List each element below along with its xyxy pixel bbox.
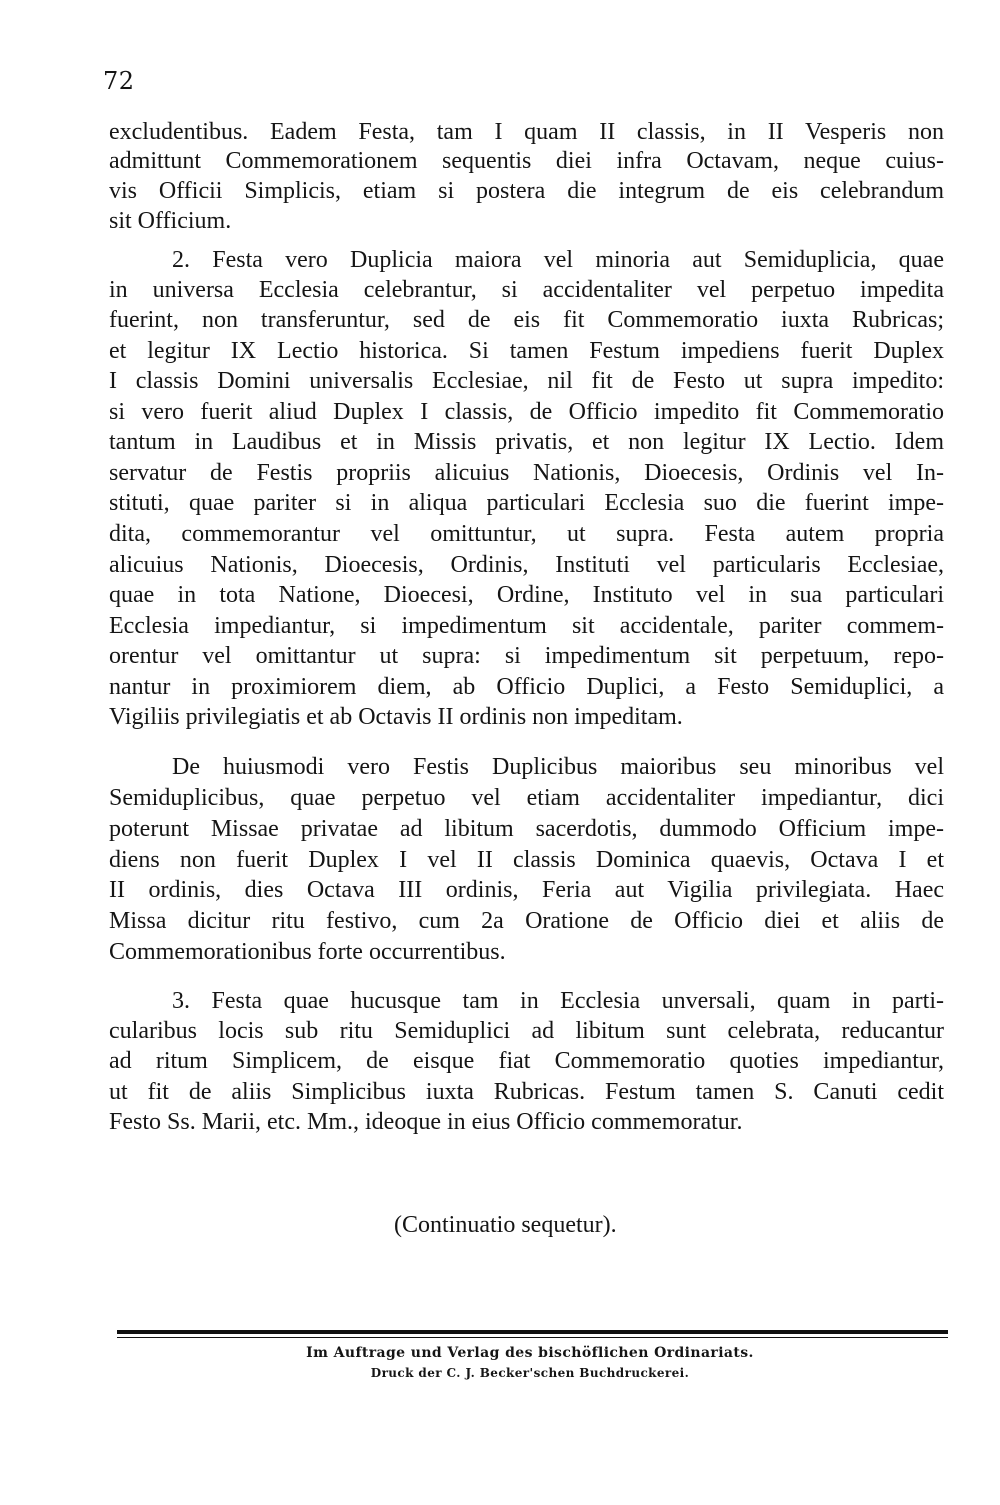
text-line: Commemorationibus forte occurrentibus. (109, 939, 506, 965)
text-line: admittunt Commemorationem sequentis diei infra Octavam, neque cuius- (109, 148, 944, 174)
text-line: 3. Festa quae hucusque tam in Ecclesia unversali, quam in parti- (172, 988, 944, 1014)
imprint-publisher: Im Auftrage und Verlag des bischöflichen Ordinariats. (306, 1345, 754, 1361)
text-line: alicuius Nationis, Dioecesis, Ordinis, Instituti vel particularis Ecclesiae, (109, 552, 944, 578)
text-line: Semiduplicibus, quae perpetuo vel etiam accidentaliter impediantur, dici (109, 785, 944, 811)
text-line: I classis Domini universalis Ecclesiae, nil fit de Festo ut supra impedito: (109, 368, 944, 394)
text-line: Ecclesia impediantur, si impedimentum sit accidentale, pariter commem- (109, 613, 944, 639)
continuation-note: (Continuatio sequetur). (394, 1212, 617, 1238)
text-line: Missa dicitur ritu festivo, cum 2a Oratione de Officio diei et aliis de (109, 908, 944, 934)
footer-rule-thick (117, 1330, 948, 1334)
text-line: in universa Ecclesia celebrantur, si accidentaliter vel perpetuo impedita (109, 277, 944, 303)
text-line: stituti, quae pariter si in aliqua particulari Ecclesia suo die fuerint impe- (109, 490, 944, 516)
text-line: diens non fuerit Duplex I vel II classis Dominica quaevis, Octava I et (109, 847, 944, 873)
text-line: 2. Festa vero Duplicia maiora vel minoria aut Semiduplicia, quae (172, 247, 944, 273)
text-line: poterunt Missae privatae ad libitum sacerdotis, dummodo Officium impe- (109, 816, 944, 842)
text-line: sit Officium. (109, 208, 232, 234)
text-line: Vigiliis privilegiatis et ab Octavis II ordinis non impeditam. (109, 704, 683, 730)
imprint-printer: Druck der C. J. Becker'schen Buchdruckerei. (370, 1366, 690, 1380)
page-number: 72 (103, 67, 135, 95)
text-line: ad ritum Simplicem, de eisque fiat Commemoratio quoties impediantur, (109, 1048, 944, 1074)
text-line: servatur de Festis propriis alicuius Nationis, Dioecesis, Ordinis vel In- (109, 460, 944, 486)
text-line: De huiusmodi vero Festis Duplicibus maioribus seu minoribus vel (172, 754, 944, 780)
footer-rule-thin (117, 1337, 948, 1338)
text-line: orentur vel omittantur ut supra: si impedimentum sit perpetuum, repo- (109, 643, 944, 669)
text-line: fuerint, non transferuntur, sed de eis fit Commemoratio iuxta Rubricas; (109, 307, 944, 333)
text-line: excludentibus. Eadem Festa, tam I quam II classis, in II Vesperis non (109, 119, 944, 145)
text-line: nantur in proximiorem diem, ab Officio Duplici, a Festo Semiduplici, a (109, 674, 944, 700)
text-line: si vero fuerit aliud Duplex I classis, de Officio impedito fit Commemoratio (109, 399, 944, 425)
text-line: II ordinis, dies Octava III ordinis, Feria aut Vigilia privilegiata. Haec (109, 877, 944, 903)
text-line: et legitur IX Lectio historica. Si tamen Festum impediens fuerit Duplex (109, 338, 944, 364)
text-line: ut fit de aliis Simplicibus iuxta Rubricas. Festum tamen S. Canuti cedit (109, 1079, 944, 1105)
text-line: quae in tota Natione, Dioecesi, Ordine, Instituto vel in sua particulari (109, 582, 944, 608)
text-line: cularibus locis sub ritu Semiduplici ad libitum sunt celebrata, reducantur (109, 1018, 944, 1044)
text-line: Festo Ss. Marii, etc. Mm., ideoque in eius Officio commemoratur. (109, 1109, 743, 1135)
text-line: dita, commemorantur vel omittuntur, ut supra. Festa autem propria (109, 521, 944, 547)
text-line: vis Officii Simplicis, etiam si postera die integrum de eis celebrandum (109, 178, 944, 204)
text-line: tantum in Laudibus et in Missis privatis, et non legitur IX Lectio. Idem (109, 429, 944, 455)
